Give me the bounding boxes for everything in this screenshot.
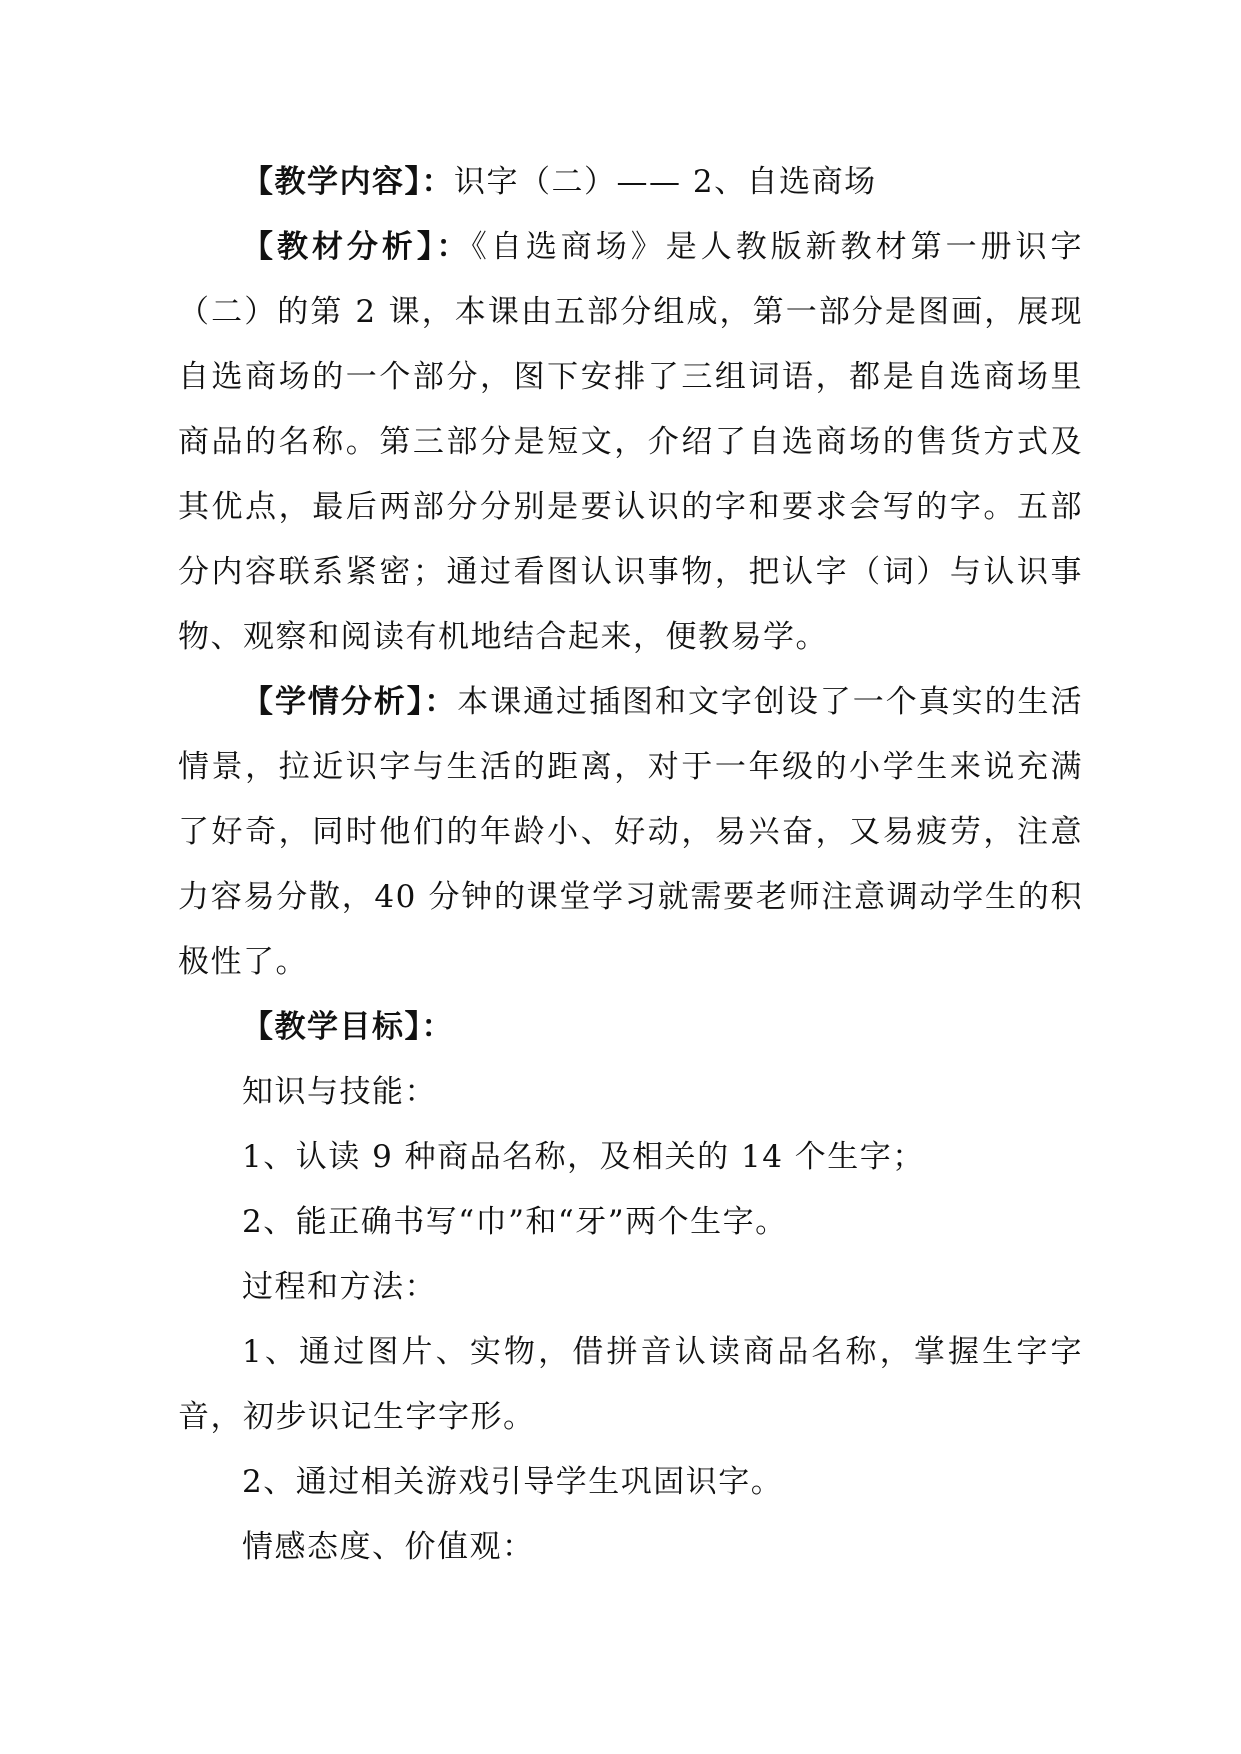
document-body xyxy=(178,150,1083,1580)
material-analysis-paragraph xyxy=(178,215,1083,670)
teaching-content-paragraph xyxy=(178,150,1083,215)
student-analysis-label: 【学情分析】： xyxy=(242,684,458,720)
emotion-values-title: 情感态度、价值观： xyxy=(242,1529,535,1565)
student-analysis-text: 本课通过插图和文字创设了一个真实的生活情景，拉近识字与生活的距离，对于一年级的小学生来说充满了好奇，同时他们的年龄小、好动，易兴奋，又易疲劳，注意力容易分散，40 分钟的课堂学习就需要老师注意调动学生的积极性了。 xyxy=(178,684,1084,980)
knowledge-skills-title: 知识与技能： xyxy=(242,1074,437,1110)
knowledge-item-1: 1、认读 9 种商品名称，及相关的 14 个生字； xyxy=(242,1139,925,1175)
teaching-goals-heading xyxy=(178,995,1083,1060)
material-analysis-text: 《自选商场》是人教版新教材第一册识字（二）的第 2 课，本课由五部分组成，第一部分是图画，展现自选商场的一个部分，图下安排了三组词语，都是自选商场里商品的名称。第三部分是短文，介绍了自选商场的售货方式及其优点，最后两部分分别是要认识的字和要求会写的字。五部分内容联系紧密；通过看图认识事物，把认字（词）与认识事物、观察和阅读有机地结合起来，便教易学。 xyxy=(178,229,1084,655)
teaching-content-text: 识字（二）—— 2、自选商场 xyxy=(454,164,877,200)
teaching-content-label: 【教学内容】： xyxy=(242,164,454,200)
process-method-title: 过程和方法： xyxy=(242,1269,437,1305)
knowledge-item-2: 2、能正确书写“巾”和“牙”两个生字。 xyxy=(242,1204,788,1240)
student-analysis-paragraph xyxy=(178,670,1083,995)
material-analysis-label: 【教材分析】： xyxy=(242,229,472,265)
teaching-goals-label: 【教学目标】： xyxy=(242,1009,454,1045)
process-item-1: 1、通过图片、实物，借拼音认读商品名称，掌握生字字音，初步识记生字字形。 xyxy=(178,1334,1083,1435)
process-item-2: 2、通过相关游戏引导学生巩固识字。 xyxy=(242,1464,784,1500)
